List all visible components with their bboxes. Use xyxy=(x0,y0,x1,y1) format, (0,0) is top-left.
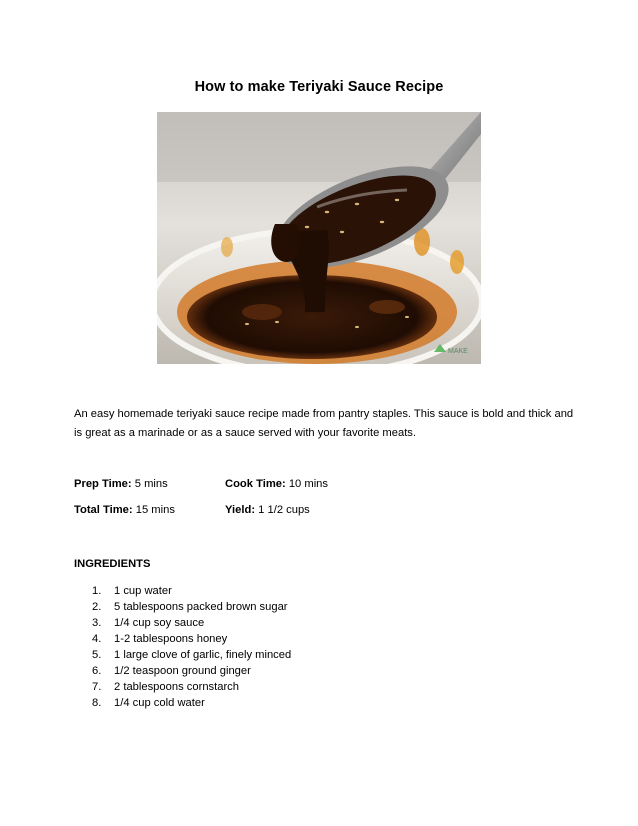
prep-time xyxy=(74,478,168,490)
watermark-text: MAKE xyxy=(448,348,468,355)
ingredient-item xyxy=(92,631,291,647)
ingredient-text: 5 tablespoons packed brown sugar xyxy=(114,601,288,613)
ingredients-heading: INGREDIENTS xyxy=(74,558,151,570)
recipe-intro: An easy homemade teriyaki sauce recipe made from pantry staples. This sauce is bold and thick and is great as a marinade or as a sauce served with your favorite meats. xyxy=(74,408,574,439)
total-time-value: 15 mins xyxy=(132,504,175,516)
teriyaki-sauce-photo xyxy=(157,112,481,364)
ingredient-text: 1 cup water xyxy=(114,585,172,597)
total-time xyxy=(74,504,175,516)
teriyaki-sauce-illustration xyxy=(157,112,481,364)
ingredient-item xyxy=(92,647,291,663)
ingredient-number: 7. xyxy=(92,681,102,693)
yield-label: Yield: xyxy=(225,504,256,516)
ingredient-number: 2. xyxy=(92,601,102,613)
ingredient-number: 8. xyxy=(92,697,102,709)
ingredient-number: 5. xyxy=(92,649,102,661)
ingredients-list xyxy=(92,583,291,711)
ingredient-text: 1 large clove of garlic, finely minced xyxy=(114,649,292,661)
page-title: How to make Teriyaki Sauce Recipe xyxy=(194,79,444,95)
ingredient-item xyxy=(92,663,291,679)
ingredient-text: 2 tablespoons cornstarch xyxy=(114,681,240,693)
ingredient-item xyxy=(92,695,291,711)
ingredient-text: 1-2 tablespoons honey xyxy=(114,633,228,645)
yield-value: 1 1/2 cups xyxy=(255,504,310,516)
ingredient-item xyxy=(92,679,291,695)
yield xyxy=(225,504,310,516)
ingredient-item xyxy=(92,599,291,615)
ingredient-text: 1/2 teaspoon ground ginger xyxy=(114,665,251,677)
cook-time-value: 10 mins xyxy=(285,478,328,490)
ingredient-number: 4. xyxy=(92,633,102,645)
ingredient-number: 3. xyxy=(92,617,102,629)
ingredient-item xyxy=(92,583,291,599)
ingredient-text: 1/4 cup cold water xyxy=(114,697,205,709)
ingredient-number: 1. xyxy=(92,585,102,597)
prep-time-label: Prep Time: xyxy=(74,478,132,490)
cook-time-label: Cook Time: xyxy=(225,478,286,490)
cook-time xyxy=(225,478,328,490)
ingredient-text: 1/4 cup soy sauce xyxy=(114,617,205,629)
ingredient-item xyxy=(92,615,291,631)
prep-time-value: 5 mins xyxy=(131,478,168,490)
ingredient-number: 6. xyxy=(92,665,102,677)
total-time-label: Total Time: xyxy=(74,504,133,516)
